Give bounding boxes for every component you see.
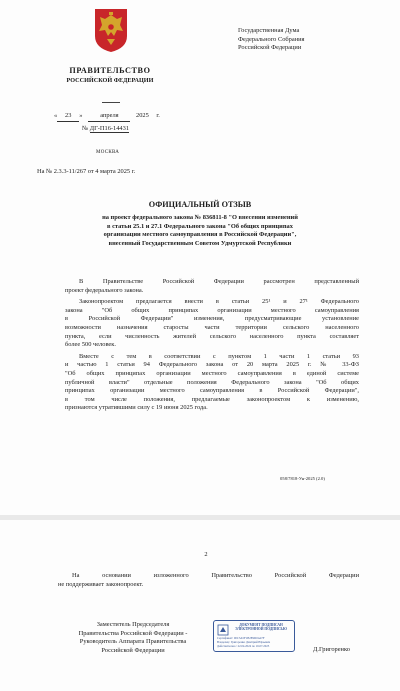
addressee-line: Федерального Собрания (238, 35, 305, 43)
signer-name: Д.Григоренко (313, 646, 350, 653)
page-2 (0, 520, 400, 691)
addressee-line: Государственная Дума (238, 27, 300, 34)
paragraph-3: Вместе с тем в соответствии с пунктом 1 части 1 статьи 93 и частью 1 статьи 94 Федерального закона от 20 марта 2025 г. № 33-ФЗ "Об общих принципах организации местного самоуправления в единой системе публичной власти" отдельные положения Федерального закона "Об общих принципах организации местного самоуправления в Российской Федерации", в том числе положения, предлагаемые законопроектом к изменению, признаются утратившими силу с 19 июня 2025 года. (65, 352, 359, 412)
reference-line: На № 2.3.3-11/267 от 4 марта 2025 г. (37, 168, 136, 175)
stamp-details: Сертификат: 00C3A5F1B2E9D0A47F Владелец: Григоренко Дмитрий Юрьевич Действителен с 22.04.2024 по 16.07.2025 (217, 636, 271, 648)
footer-code: 058/7818-Ун-2025 (2.0) (280, 476, 325, 481)
coat-of-arms-emblem (92, 6, 130, 54)
body-text (65, 278, 359, 413)
addressee-block (238, 27, 388, 53)
document-subtitle: на проект федерального закона № 836811-8 "О внесении изменений в статьи 25.1 и 27.1 Федерального закона "Об общих принципах организации местного самоуправления в Российской Федерации", внесенный Государственным Советом Удмуртской Республики (102, 214, 298, 247)
government-name (40, 65, 180, 85)
document-date: « 23 » апреля 2025 г. (54, 112, 160, 122)
date-day: 23 (57, 112, 79, 122)
city: МОСКВА (96, 150, 120, 155)
signer-title: Заместитель Председателя Правительства Российской Федерации - Руководитель Аппарата Правительства Российской Федерации (78, 621, 188, 654)
paragraph-1: В Правительстве Российской Федерации рассмотрен представленный проект федерального закона. (65, 278, 359, 294)
number-value: ДГ-П16-14431 (89, 125, 130, 132)
divider (102, 102, 120, 103)
conclusion-text: На основании изложенного Правительство Российской Федерации не поддерживает законопроект. (58, 572, 359, 588)
document-title: ОФИЦИАЛЬНЫЙ ОТЗЫВ (148, 200, 252, 209)
addressee-line: Российской Федерации (238, 44, 302, 52)
government-line-1: ПРАВИТЕЛЬСТВО (69, 66, 151, 75)
stamp-title: ДОКУМЕНТ ПОДПИСАН ЭЛЕКТРОННОЙ ПОДПИСЬЮ (235, 623, 287, 632)
date-year: 2025 (136, 112, 149, 119)
page-number: 2 (204, 551, 208, 558)
document-number: № ДГ-П16-14431 (82, 125, 130, 132)
stamp-emblem-icon (217, 624, 229, 636)
electronic-signature-stamp (213, 620, 295, 652)
government-line-2: РОССИЙСКОЙ ФЕДЕРАЦИИ (66, 77, 154, 84)
date-month: апреля (88, 112, 130, 122)
paragraph-2: Законопроектом предлагается внести в статьи 25¹ и 27¹ Федерального закона "Об общих принципах организации местного самоуправления в Российской Федерации" изменения, предусматривающие установление возможности назначения старосты части территории сельского населенного пункта, если численность жителей сельского населенного пункта составляет более 500 человек. (65, 298, 359, 349)
